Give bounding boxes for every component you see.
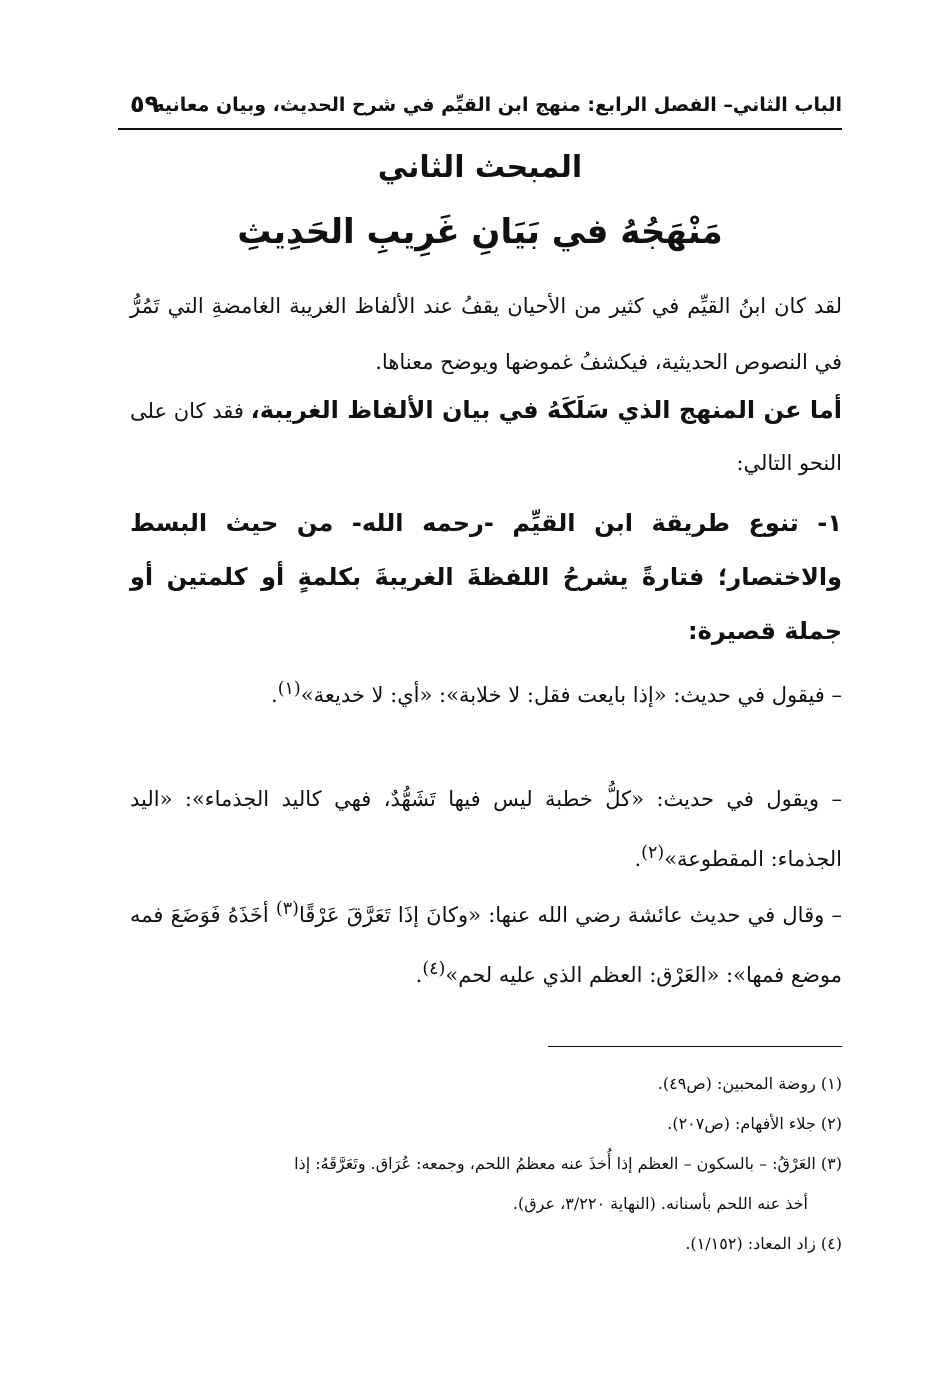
example-text: أخَذَهُ فَوَضَعَ فمه موضع فمها»: «العَرْق: العظم الذي عليه لحم» xyxy=(130,903,842,987)
example-paragraph-3 xyxy=(130,882,842,1002)
footnote-3: (٣) العَرْقُ: – بالسكون – العظم إذا أُخذَ عنه معظمُ اللحم، وجمعه: عُرَاق. وتَعَرَّقَهُ: إذا xyxy=(294,1154,842,1173)
method-bold-text: أما عن المنهج الذي سَلَكَهُ في بيان الألفاظ الغريبة، xyxy=(250,396,842,424)
footnote-2: (٢) جلاء الأفهام: (ص٢٠٧). xyxy=(667,1114,842,1133)
example-end: . xyxy=(634,847,642,871)
example-paragraph-2 xyxy=(130,772,842,886)
intro-paragraph: لقد كان ابنُ القيِّم في كثير من الأحيان يقفُ عند الألفاظ الغريبة الغامضةِ التي تَمُرُّ في النصوص الحديثية، فيكشفُ غموضها ويوضح معناها. xyxy=(130,294,842,374)
method-paragraph xyxy=(130,384,842,489)
footnotes xyxy=(130,1064,842,1264)
footnote-3-continuation: أخذ عنه اللحم بأسنانه. (النهاية ٣/٢٢٠، عرق). xyxy=(512,1194,808,1213)
footnote-ref: (٢) xyxy=(641,843,665,863)
chapter-title: مَنْهَجُهُ في بَيَانِ غَرِيبِ الحَدِيثِ xyxy=(237,212,723,252)
footnote-ref: (٤) xyxy=(422,959,446,979)
footnote-1: (١) روضة المحبين: (ص٤٩). xyxy=(657,1074,842,1093)
footnote-ref: (١) xyxy=(277,679,301,699)
section-heading: المبحث الثاني xyxy=(377,150,583,185)
example-paragraph-1 xyxy=(130,662,842,722)
method-rest-text: فقد كان على النحو التالي: xyxy=(130,399,842,475)
footnote-divider xyxy=(548,1046,842,1047)
running-header-title: الباب الثاني– الفصل الرابع: منهج ابن القيِّم في شرح الحديث، وبيان معانيه xyxy=(153,94,842,116)
page-number: ٥٩ xyxy=(130,90,160,118)
example-text: – ويقول في حديث: «كلُّ خطبة ليس فيها تَشَهُّدٌ، فهي كاليد الجذماء»: «اليد الجذماء: المقطوعة» xyxy=(130,787,842,871)
example-end: . xyxy=(271,683,278,707)
example-end: . xyxy=(415,963,423,987)
running-header xyxy=(118,86,842,130)
header-divider xyxy=(118,128,842,130)
footnote-4: (٤) زاد المعاد: (١/١٥٢). xyxy=(685,1234,842,1253)
point-one-paragraph: ١- تنوع طريقة ابن القيِّم -رحمه الله- من حيث البسط والاختصار؛ فتارةً يشرحُ اللفظةَ الغريبةَ بكلمةٍ أو كلمتين أو جملة قصيرة: xyxy=(130,509,842,645)
footnote-ref: (٣) xyxy=(275,899,299,919)
example-text: – فيقول في حديث: «إذا بايعت فقل: لا خلابة»: «أي: لا خديعة» xyxy=(300,683,842,707)
example-text: – وقال في حديث عائشة رضي الله عنها: «وكانَ إذَا تَعَرَّقَ عَرْقًا xyxy=(298,903,842,927)
